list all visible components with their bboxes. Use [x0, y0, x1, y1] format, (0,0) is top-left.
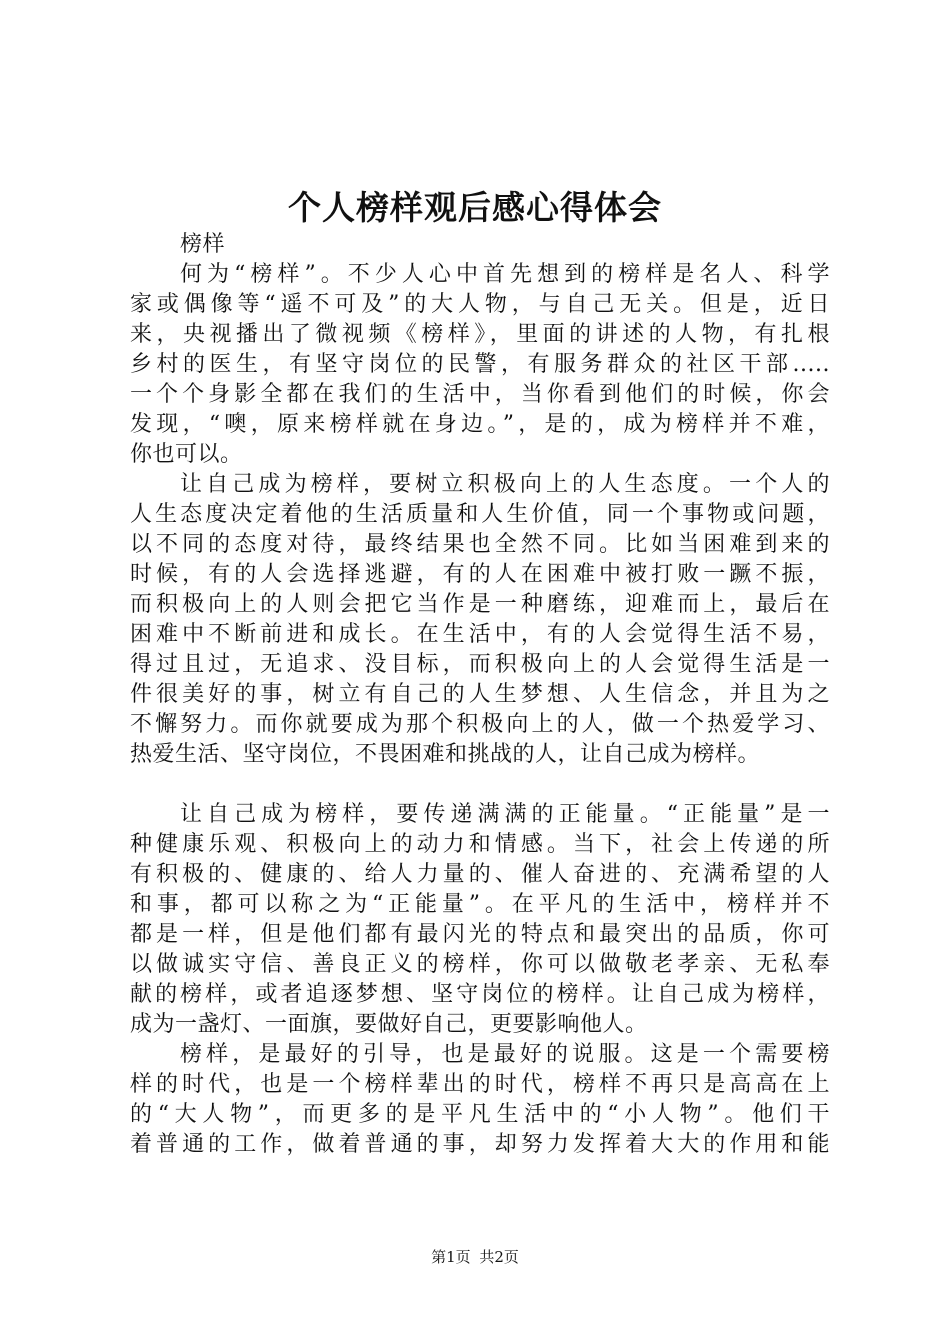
text-line: 以不同的态度对待，最终结果也全然不同。比如当困难到来的 — [130, 532, 830, 557]
text-line: 献的榜样，或者追逐梦想、坚守岗位的榜样。让自己成为榜样， — [130, 982, 830, 1007]
text-line: 你也可以。 — [130, 442, 243, 467]
blank-line — [130, 770, 830, 800]
text-line: 不懈努力。而你就要成为那个积极向上的人，做一个热爱学习、 — [130, 712, 830, 737]
text-line: 而积极向上的人则会把它当作是一种磨练，迎难而上，最后在 — [130, 592, 830, 617]
text-line: 成为一盏灯、一面旗，要做好自己，更要影响他人。 — [130, 1012, 648, 1037]
text-line: 榜样 — [180, 232, 226, 257]
text-line: 一个个身影全都在我们的生活中，当你看到他们的时候，你会 — [130, 382, 830, 407]
page-footer — [0, 1245, 950, 1269]
page-total: 共2页 — [479, 1248, 519, 1266]
text-line: 榜样，是最好的引导，也是最好的说服。这是一个需要榜 — [180, 1042, 830, 1067]
text-line: 家或偶像等“遥不可及”的大人物，与自己无关。但是，近日 — [130, 292, 830, 317]
text-line: 得过且过，无追求、没目标，而积极向上的人会觉得生活是一 — [130, 652, 830, 677]
text-line: 时候，有的人会选择逃避，有的人在困难中被打败一蹶不振， — [130, 562, 830, 587]
text-line: 让自己成为榜样，要传递满满的正能量。“正能量”是一 — [180, 802, 830, 827]
text-line: 有积极的、健康的、给人力量的、催人奋进的、充满希望的人 — [130, 862, 830, 887]
document-title: 个人榜样观后感心得体会 — [288, 188, 662, 227]
text-line: 都是一样，但是他们都有最闪光的特点和最突出的品质，你可 — [130, 922, 830, 947]
text-line: 以做诚实守信、善良正义的榜样，你可以做敬老孝亲、无私奉 — [130, 952, 830, 977]
page-number: 第1页 — [431, 1248, 471, 1266]
text-line: 来，央视播出了微视频《榜样》，里面的讲述的人物，有扎根 — [130, 322, 830, 347]
text-line: 发现，“噢，原来榜样就在身边。”，是的，成为榜样并不难， — [130, 412, 830, 437]
document-body — [130, 230, 830, 1160]
text-line: 样的时代，也是一个榜样辈出的时代，榜样不再只是高高在上 — [130, 1072, 830, 1097]
text-line: 件很美好的事，树立有自己的人生梦想、人生信念，并且为之 — [130, 682, 830, 707]
text-line: 困难中不断前进和成长。在生活中，有的人会觉得生活不易， — [130, 622, 830, 647]
text-line: 的“大人物”，而更多的是平凡生活中的“小人物”。他们干 — [130, 1102, 830, 1127]
text-line: 何为“榜样”。不少人心中首先想到的榜样是名人、科学 — [180, 262, 830, 287]
text-line: 让自己成为榜样，要树立积极向上的人生态度。一个人的 — [180, 472, 830, 497]
text-line: 热爱生活、坚守岗位，不畏困难和挑战的人，让自己成为榜样。 — [130, 742, 761, 767]
text-line: 种健康乐观、积极向上的动力和情感。当下，社会上传递的所 — [130, 832, 830, 857]
text-line: 着普通的工作，做着普通的事，却努力发挥着大大的作用和能 — [130, 1132, 830, 1157]
text-line: 乡村的医生，有坚守岗位的民警，有服务群众的社区干部..... — [130, 352, 830, 377]
text-line: 和事，都可以称之为“正能量”。在平凡的生活中，榜样并不 — [130, 892, 830, 917]
text-line: 人生态度决定着他的生活质量和人生价值，同一个事物或问题， — [130, 502, 830, 527]
